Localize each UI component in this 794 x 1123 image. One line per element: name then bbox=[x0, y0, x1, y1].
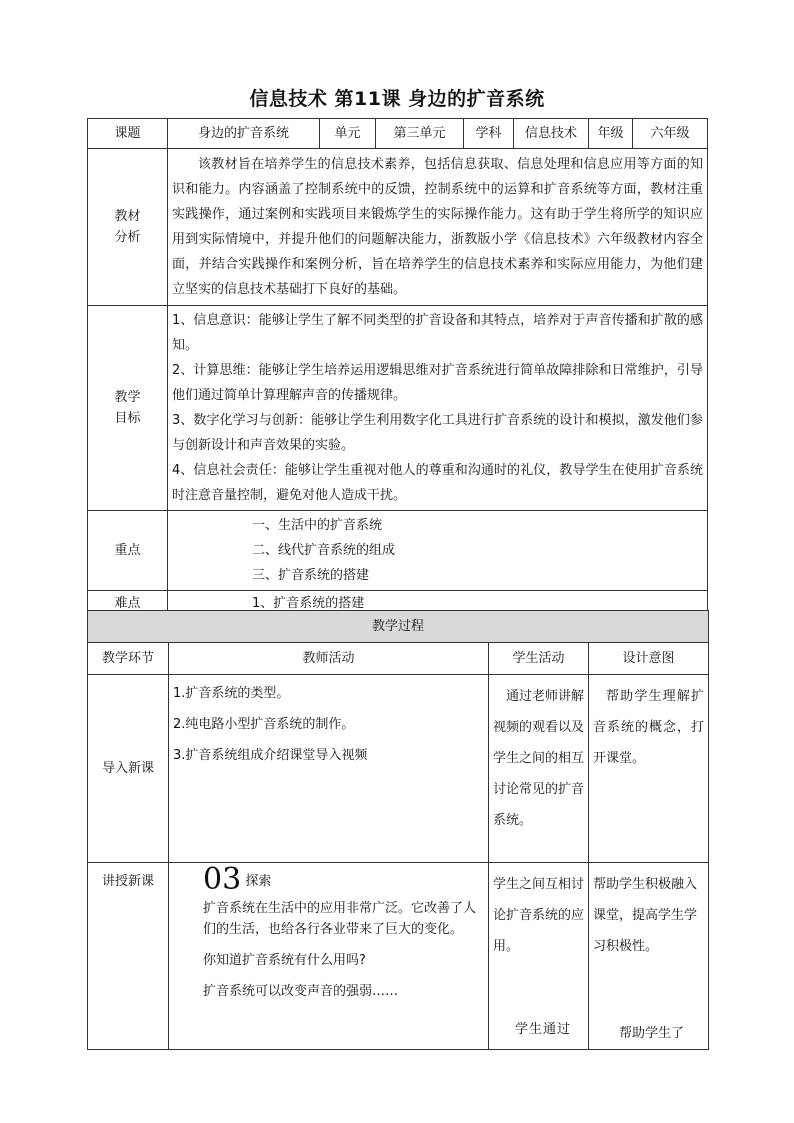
section-number: 03 bbox=[203, 862, 242, 897]
intent-continued: 帮助学生了 bbox=[619, 1026, 685, 1041]
topic-label: 课题 bbox=[88, 119, 168, 149]
subject-value: 信息技术 bbox=[514, 119, 589, 149]
difficulty-text: 1、扩音系统的搭建 bbox=[168, 591, 708, 617]
student-continued: 学生通过 bbox=[515, 1022, 572, 1037]
column-header: 教学环节 bbox=[88, 643, 169, 675]
teacher-item: 1.扩音系统的类型。 bbox=[173, 686, 290, 701]
intro-design-intent: 帮助学生理解扩音系统的概念，打开课堂。 bbox=[589, 675, 709, 863]
column-header: 学生活动 bbox=[489, 643, 589, 675]
grade-value: 六年级 bbox=[633, 119, 708, 149]
column-header: 设计意图 bbox=[589, 643, 709, 675]
goal-item: 2、计算思维：能够让学生培养运用逻辑思维对扩音系统进行简单故障排除和日常维护，引导他们通过简单计算理解声音的传播规律。 bbox=[172, 363, 703, 403]
intro-teacher-activity bbox=[169, 675, 489, 863]
section-title: 探索 bbox=[245, 874, 272, 889]
stage-explain: 讲授新课 bbox=[88, 863, 169, 1050]
column-header: 教师活动 bbox=[169, 643, 489, 675]
key-list bbox=[168, 511, 708, 591]
topic-value: 身边的扩音系统 bbox=[168, 119, 320, 149]
explain-student-activity: 学生之间互相讨论扩音系统的应用。 学生通过 bbox=[489, 863, 589, 1050]
key-item: 二、线代扩音系统的组成 bbox=[252, 543, 396, 558]
process-header: 教学过程 bbox=[88, 611, 709, 643]
key-item: 一、生活中的扩音系统 bbox=[252, 518, 383, 533]
goals-label: 教学 目标 bbox=[88, 306, 168, 511]
section-heading bbox=[203, 862, 478, 897]
unit-label: 单元 bbox=[320, 119, 376, 149]
subject-label: 学科 bbox=[464, 119, 514, 149]
lesson-info-table bbox=[87, 118, 708, 617]
key-label: 重点 bbox=[88, 511, 168, 591]
explain-teacher-activity bbox=[169, 863, 489, 1050]
teacher-paragraph: 你知道扩音系统有什么用吗? bbox=[203, 953, 366, 968]
intro-student-activity: 通过老师讲解视频的观看以及学生之间的相互讨论常见的扩音系统。 bbox=[489, 675, 589, 863]
teacher-item: 2.纯电路小型扩音系统的制作。 bbox=[173, 717, 355, 732]
analysis-label: 教材 分析 bbox=[88, 149, 168, 306]
page-title: 信息技术 第11课 身边的扩音系统 bbox=[249, 88, 545, 110]
teacher-item: 3.扩音系统组成介绍课堂导入视频 bbox=[173, 748, 368, 763]
teacher-paragraph: 扩音系统可以改变声音的强弱…… bbox=[203, 984, 399, 999]
key-item: 三、扩音系统的搭建 bbox=[252, 568, 370, 583]
grade-label: 年级 bbox=[589, 119, 633, 149]
teaching-process-table bbox=[87, 610, 709, 1050]
goals-list bbox=[168, 306, 708, 511]
analysis-text: 该教材旨在培养学生的信息技术素养，包括信息获取、信息处理和信息应用等方面的知识和能力。内容涵盖了控制系统中的反馈，控制系统中的运算和扩音系统等方面，教材注重实践操作，通过案例和实践项目来锻炼学生的实际操作能力。这有助于学生将所学的知识应用到实际情境中，并提升他们的问题解决能力，浙教版小学《信息技术》六年级教材内容全面，并结合实践操作和案例分析，旨在培养学生的信息技术素养和实际应用能力，为他们建立坚实的信息技术基础打下良好的基础。 bbox=[168, 149, 708, 306]
explain-design-intent: 帮助学生积极融入课堂，提高学生学习积极性。 帮助学生了 bbox=[589, 863, 709, 1050]
goal-item: 3、数字化学习与创新：能够让学生利用数字化工具进行扩音系统的设计和模拟，激发他们参与创新设计和声音效果的实验。 bbox=[172, 413, 703, 453]
difficulty-label: 难点 bbox=[88, 591, 168, 617]
unit-value: 第三单元 bbox=[376, 119, 464, 149]
stage-intro: 导入新课 bbox=[88, 675, 169, 863]
goal-item: 4、信息社会责任：能够让学生重视对他人的尊重和沟通时的礼仪，教导学生在使用扩音系统时注意音量控制，避免对他人造成干扰。 bbox=[172, 463, 703, 503]
teacher-paragraph: 扩音系统在生活中的应用非常广泛。它改善了人们的生活，也给各行各业带来了巨大的变化。 bbox=[203, 901, 477, 937]
goal-item: 1、信息意识：能够让学生了解不同类型的扩音设备和其特点，培养对于声音传播和扩散的感知。 bbox=[172, 313, 703, 353]
